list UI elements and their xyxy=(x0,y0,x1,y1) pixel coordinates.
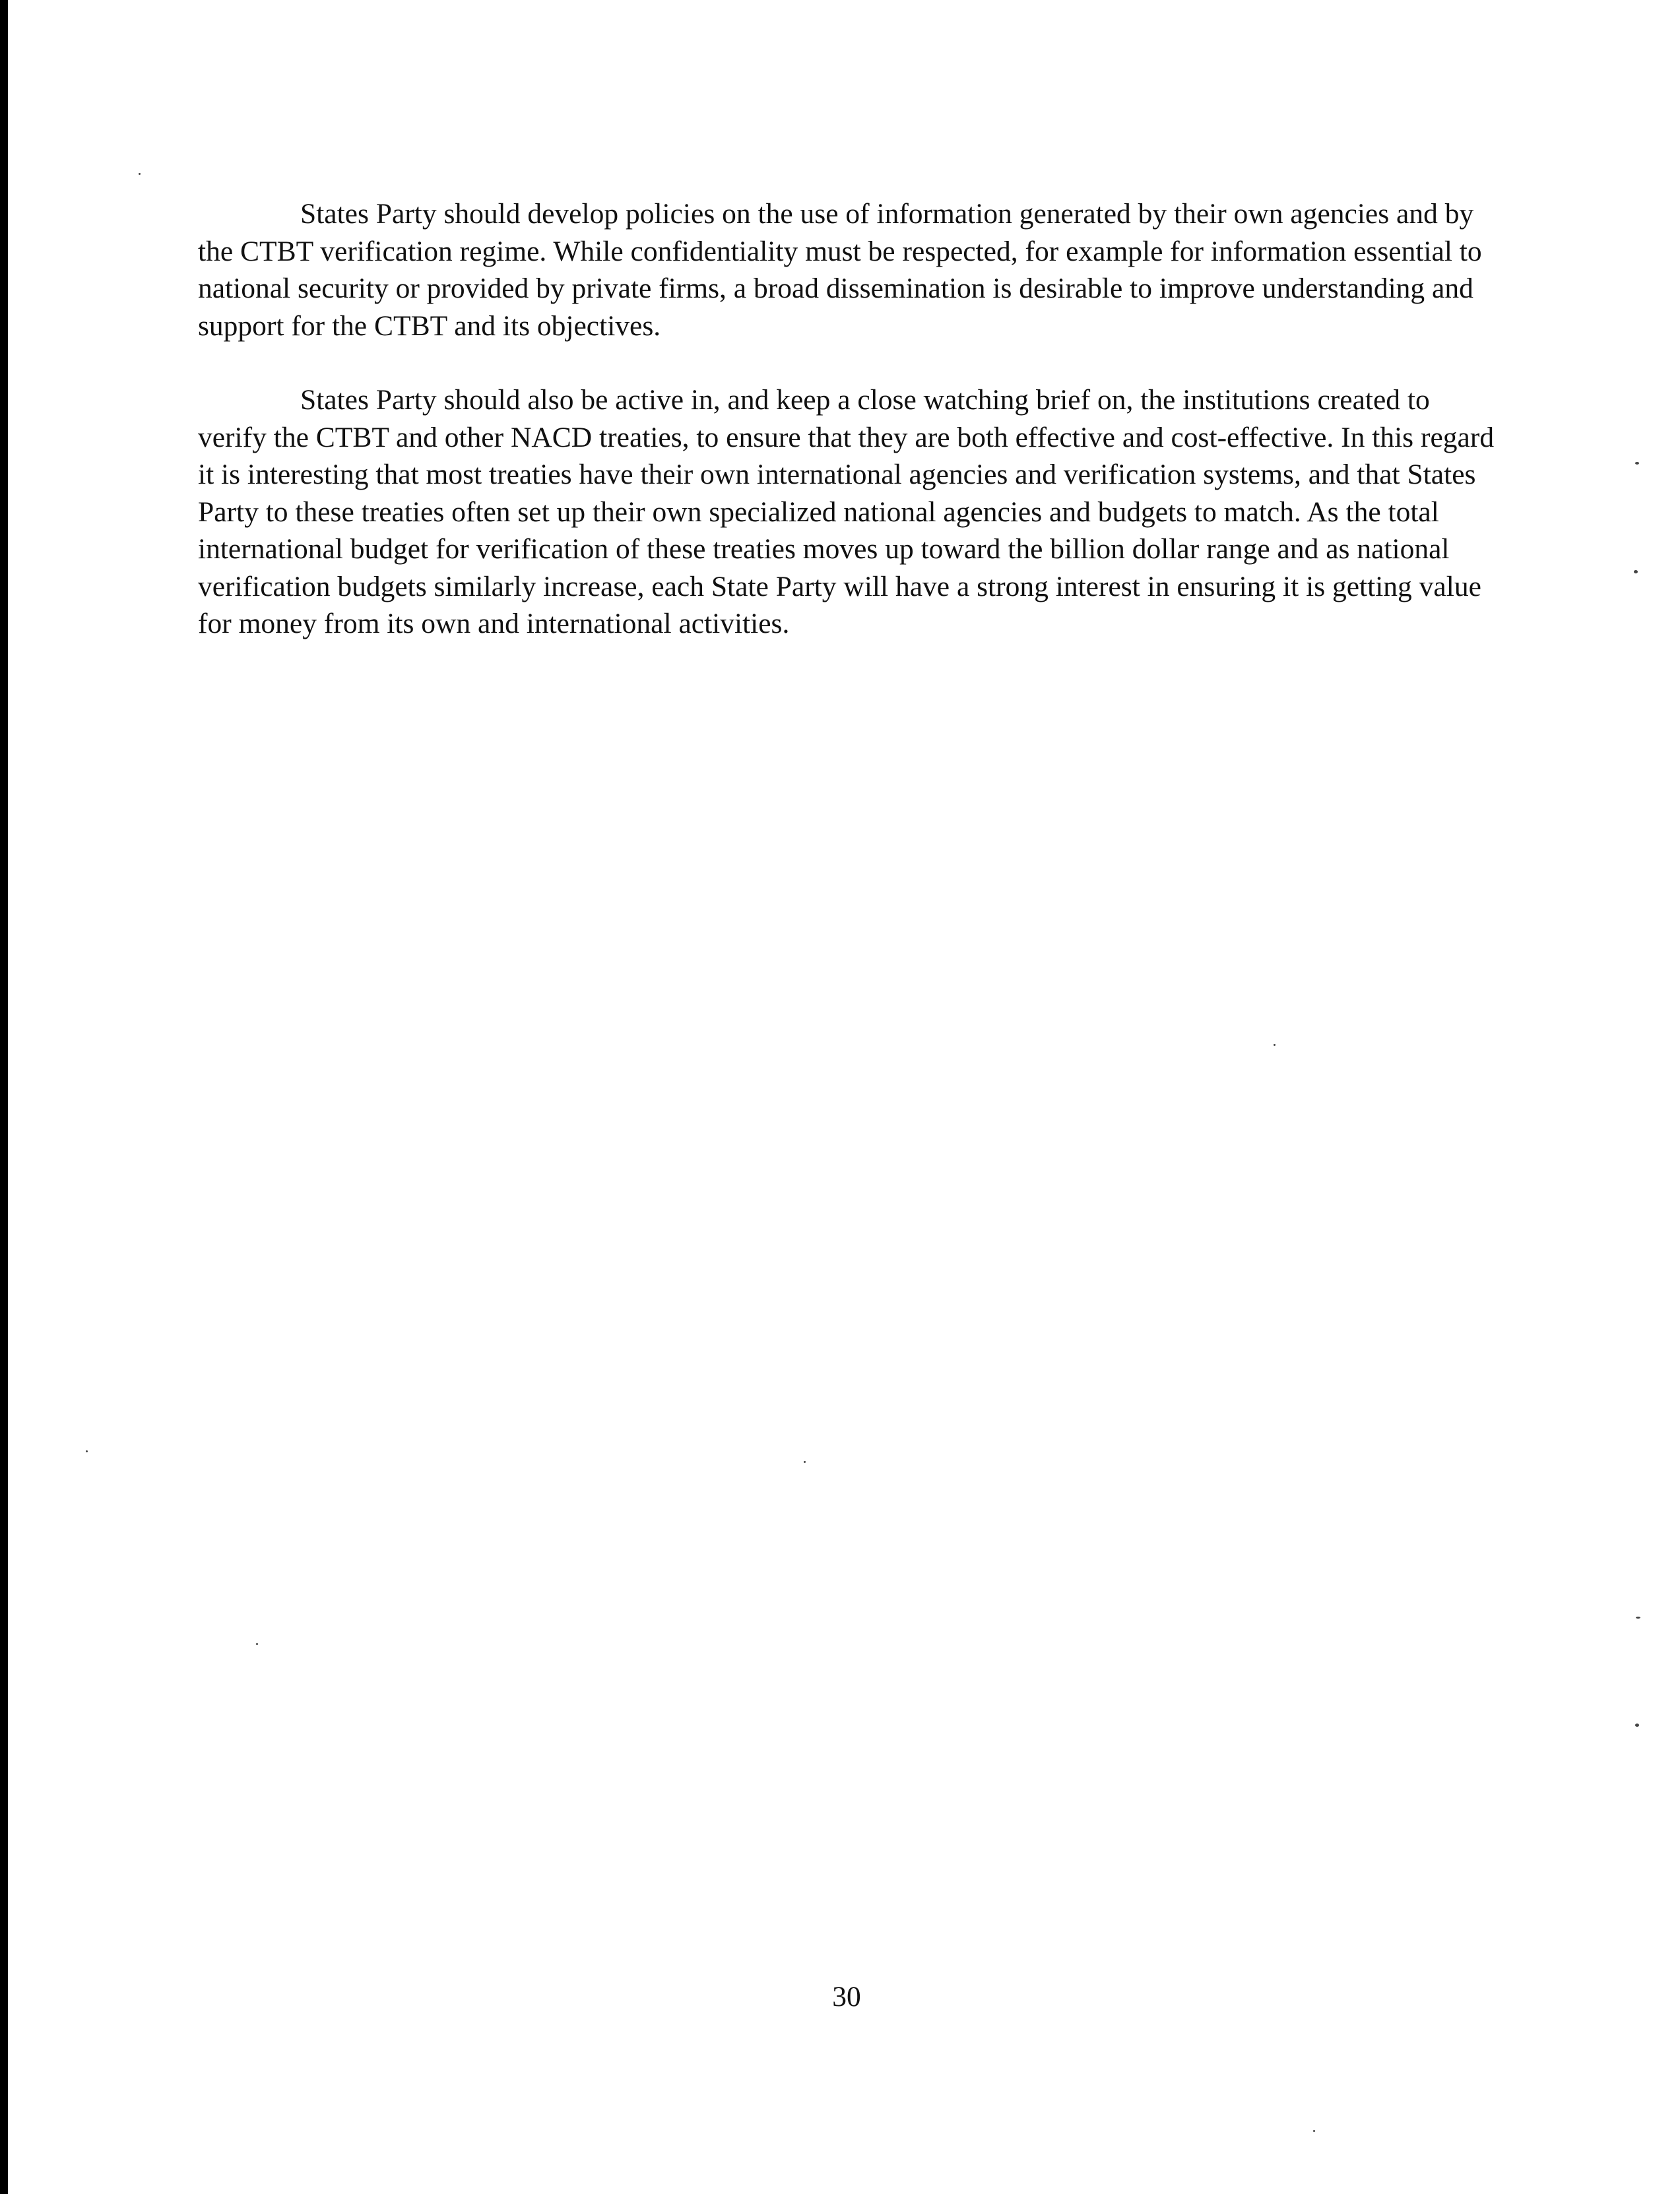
scan-speck xyxy=(1313,2130,1315,2132)
scan-speck xyxy=(139,173,141,175)
scan-speck xyxy=(86,1450,88,1452)
page-number: 30 xyxy=(832,1981,861,2013)
scan-speck xyxy=(1635,1724,1639,1727)
paragraph-verification-institutions: States Party should also be active in, and keep a close watching brief on, the institutions created to verify the CTBT and other NACD treaties, to ensure that they are both effective and cost-effective. In this regard it is interesting that most treaties have their own international agencies and verification systems, and that States Party to these treaties often set up their own specialized national agencies and budgets to match. As the total international budget for verification of these treaties moves up toward the billion dollar range and as national verification budgets similarly increase, each State Party will have a strong interest in ensuring it is getting value for money from its own and international activities. xyxy=(198,384,1495,639)
scan-speck xyxy=(256,1643,258,1645)
scan-speck xyxy=(1634,570,1638,573)
paragraph-information-policy: States Party should develop policies on the use of information generated by their own agencies and by the CTBT verification regime. While confidentiality must be respected, for example for information essential to national security or provided by private firms, a broad dissemination is desirable to improve understanding and support for the CTBT and its objectives. xyxy=(198,198,1482,342)
scan-speck xyxy=(804,1461,806,1463)
scan-speck xyxy=(1274,1044,1276,1046)
document-body xyxy=(198,195,1501,643)
scan-speck xyxy=(1636,1617,1640,1619)
scan-speck xyxy=(1635,462,1639,465)
scan-left-edge xyxy=(0,0,8,2194)
